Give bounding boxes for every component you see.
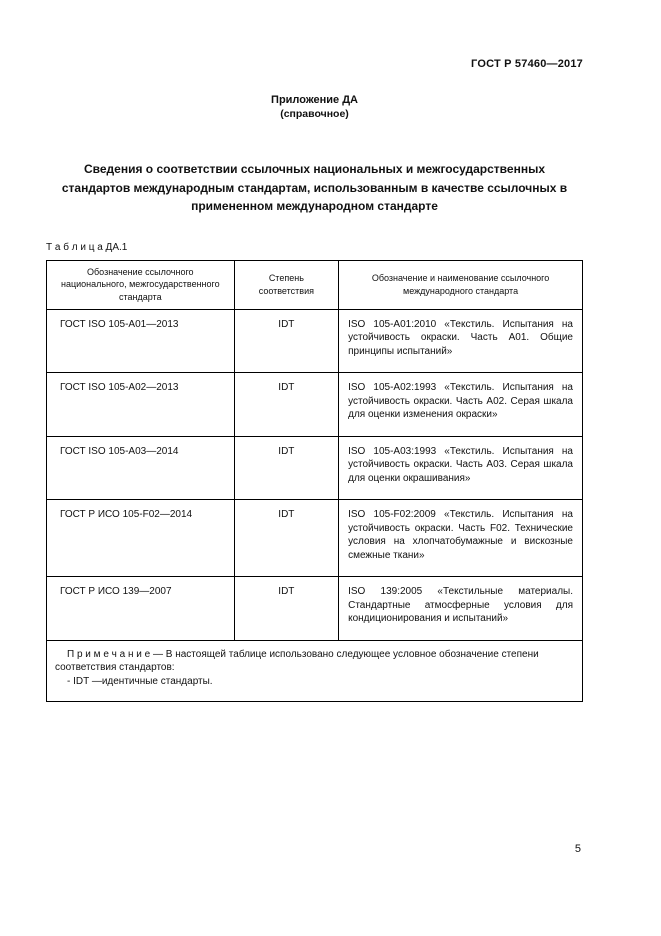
note-item: - IDT —идентичные стандарты. [67, 675, 213, 687]
cell-international-standard: ISO 105-A02:1993 «Текстиль. Испытания на устойчивость окраски. Часть А02. Серая шкала для оценки изменения окраски» [339, 373, 583, 437]
cell-degree: IDT [234, 436, 339, 500]
table-note [47, 640, 583, 702]
doc-header [46, 58, 583, 70]
column-header-international-standard: Обозначение и наименование ссылочного международного стандарта [339, 260, 583, 309]
cell-national-standard: ГОСТ Р ИСО 105-F02—2014 [47, 500, 235, 577]
table-caption: Т а б л и ц а ДА.1 [46, 241, 128, 253]
cell-international-standard: ISO 105-A03:1993 «Текстиль. Испытания на устойчивость окраски. Часть А03. Серая шкала для оценки окрашивания» [339, 436, 583, 500]
cell-degree: IDT [234, 500, 339, 577]
cell-degree: IDT [234, 373, 339, 437]
cell-national-standard: ГОСТ ISO 105-A01—2013 [47, 309, 235, 373]
column-header-national-standard: Обозначение ссылочного национального, межгосударственного стандарта [47, 260, 235, 309]
column-header-degree: Степень соответствия [234, 260, 339, 309]
table-note-row [47, 640, 583, 702]
cell-national-standard: ГОСТ Р ИСО 139—2007 [47, 577, 235, 641]
standards-correspondence-table [46, 260, 583, 702]
table-row [47, 373, 583, 437]
cell-degree: IDT [234, 309, 339, 373]
table-row [47, 309, 583, 373]
page-title: Сведения о соответствии ссылочных национальных и межгосударственных стандартов международным стандартам, использованным в качестве ссылочных в примененном международном стандарте [61, 162, 568, 214]
appendix-title: Приложение ДА [271, 94, 358, 106]
cell-national-standard: ГОСТ ISO 105-A02—2013 [47, 373, 235, 437]
table-row [47, 500, 583, 577]
table-row [47, 436, 583, 500]
doc-number: ГОСТ Р 57460—2017 [471, 58, 583, 70]
cell-degree: IDT [234, 577, 339, 641]
note-text: П р и м е ч а н и е — В настоящей таблице использовано следующее условное обозначение степени соответствия стандартов: [55, 648, 539, 674]
table-row [47, 577, 583, 641]
table-header-row [47, 260, 583, 309]
cell-international-standard: ISO 105-F02:2009 «Текстиль. Испытания на устойчивость окраски. Часть F02. Технические условия на хлопчатобумажные и вискозные смежные ткани» [339, 500, 583, 577]
page-number: 5 [574, 843, 581, 855]
appendix-heading [46, 94, 583, 120]
appendix-subtitle: (справочное) [280, 108, 349, 120]
cell-national-standard: ГОСТ ISO 105-A03—2014 [47, 436, 235, 500]
cell-international-standard: ISO 139:2005 «Текстильные материалы. Стандартные атмосферные условия для кондиционирования и испытаний» [339, 577, 583, 641]
cell-international-standard: ISO 105-A01:2010 «Текстиль. Испытания на устойчивость окраски. Часть А01. Общие принципы испытаний» [339, 309, 583, 373]
